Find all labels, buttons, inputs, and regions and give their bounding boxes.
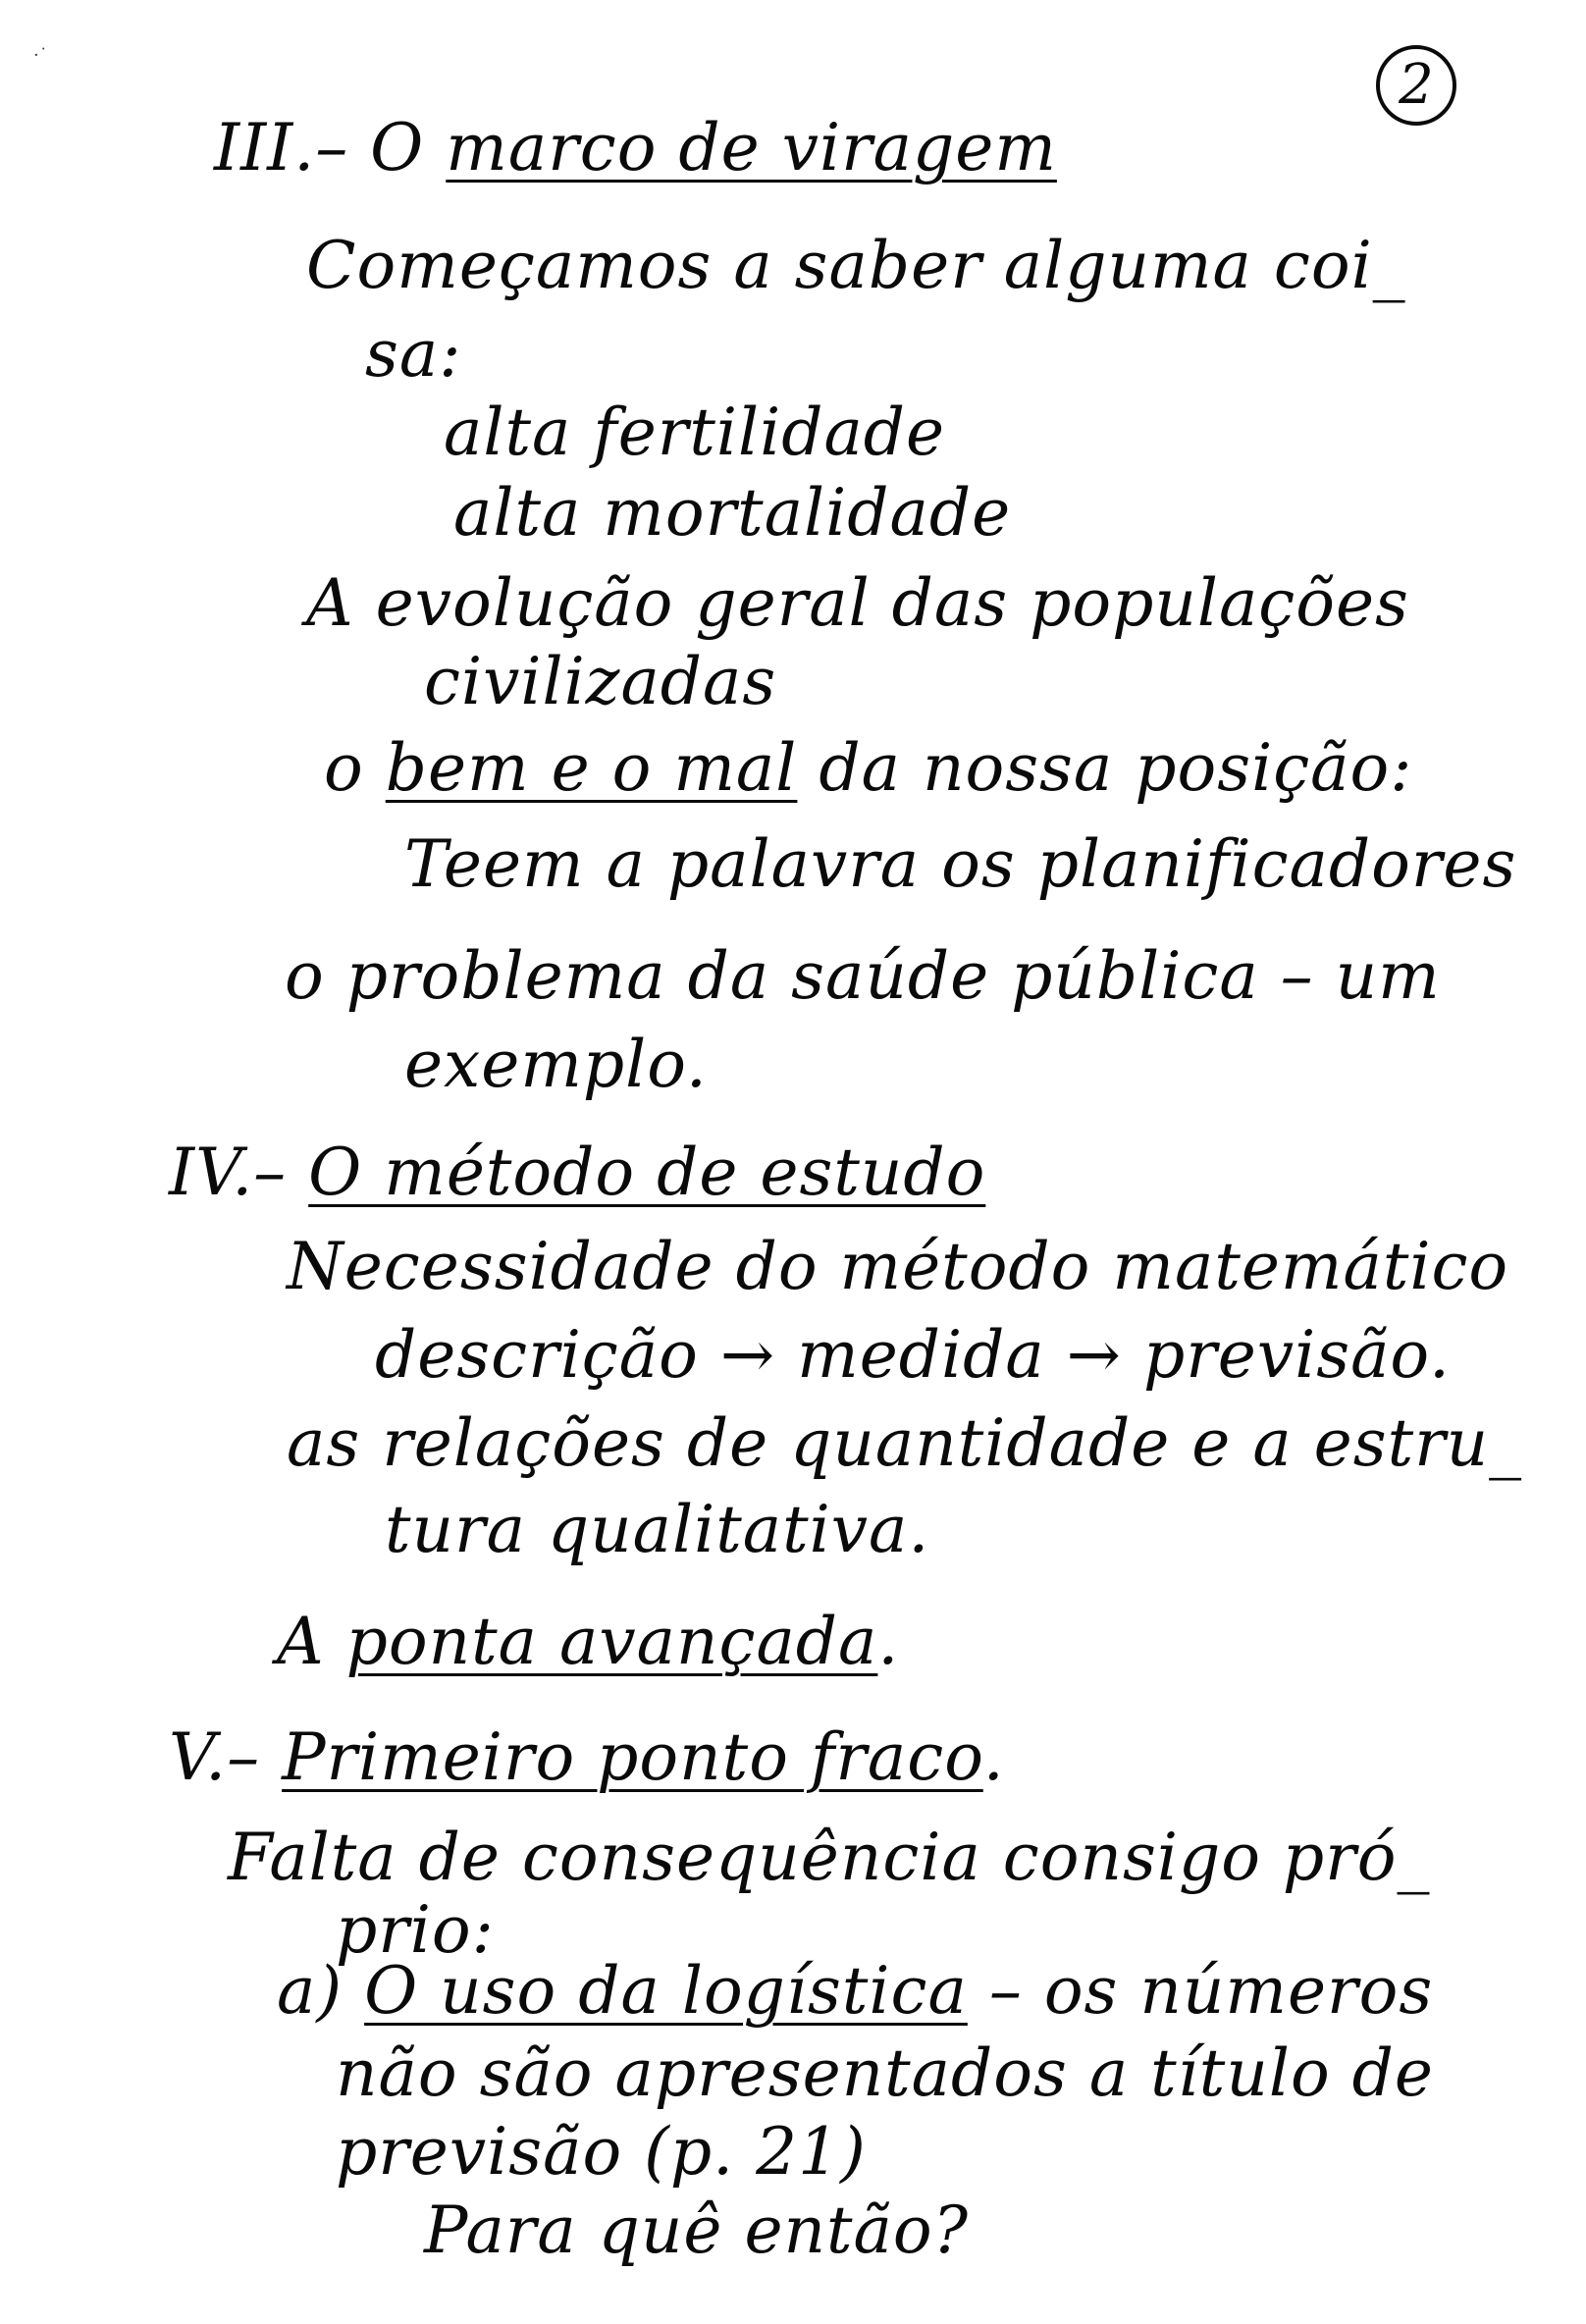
line: exemplo. xyxy=(404,1027,708,1102)
heading-section-v: V.– Primeiro ponto fraco. xyxy=(169,1719,1005,1795)
heading-section-iv: IV.– O método de estudo xyxy=(169,1135,986,1210)
underlined-phrase: O uso da logística xyxy=(364,1953,968,2029)
line: as relações de quantidade e a estru_ xyxy=(287,1405,1523,1481)
heading-section-iii: III.– O marco de viragem xyxy=(214,110,1057,185)
line: previsão (p. 21) xyxy=(336,2114,867,2190)
line: o problema da saúde pública – um xyxy=(285,938,1441,1014)
line: não são apresentados a título de xyxy=(336,2035,1434,2111)
underlined-phrase: Primeiro ponto fraco xyxy=(282,1719,983,1795)
line: Falta de consequência consigo pró_ xyxy=(228,1820,1431,1895)
line: A evolução geral das populações xyxy=(306,565,1409,641)
margin-speck: ·˙ xyxy=(33,45,48,66)
page-number: 2 xyxy=(1376,45,1456,126)
line: o bem e o mal da nossa posição: xyxy=(324,730,1413,806)
line: descrição → medida → previsão. xyxy=(375,1317,1451,1393)
line: a) O uso da logística – os números xyxy=(277,1953,1434,2029)
line: Teem a palavra os planificadores xyxy=(404,826,1517,902)
line: civilizadas xyxy=(424,644,777,719)
line: Para quê então? xyxy=(424,2192,970,2268)
line: sa: xyxy=(365,316,462,392)
line: alta fertilidade xyxy=(444,395,946,470)
line: tura qualitativa. xyxy=(385,1492,930,1567)
underlined-phrase: marco de viragem xyxy=(446,110,1057,185)
underlined-phrase: ponta avançada xyxy=(345,1604,878,1679)
line: Começamos a saber alguma coi_ xyxy=(306,228,1406,303)
line: Necessidade do método matemático xyxy=(287,1229,1509,1304)
line: A ponta avançada. xyxy=(277,1604,900,1679)
line: prio: xyxy=(336,1892,495,1968)
underlined-phrase: O método de estudo xyxy=(308,1135,986,1210)
underlined-phrase: bem e o mal xyxy=(385,730,798,806)
line: alta mortalidade xyxy=(453,475,1012,551)
